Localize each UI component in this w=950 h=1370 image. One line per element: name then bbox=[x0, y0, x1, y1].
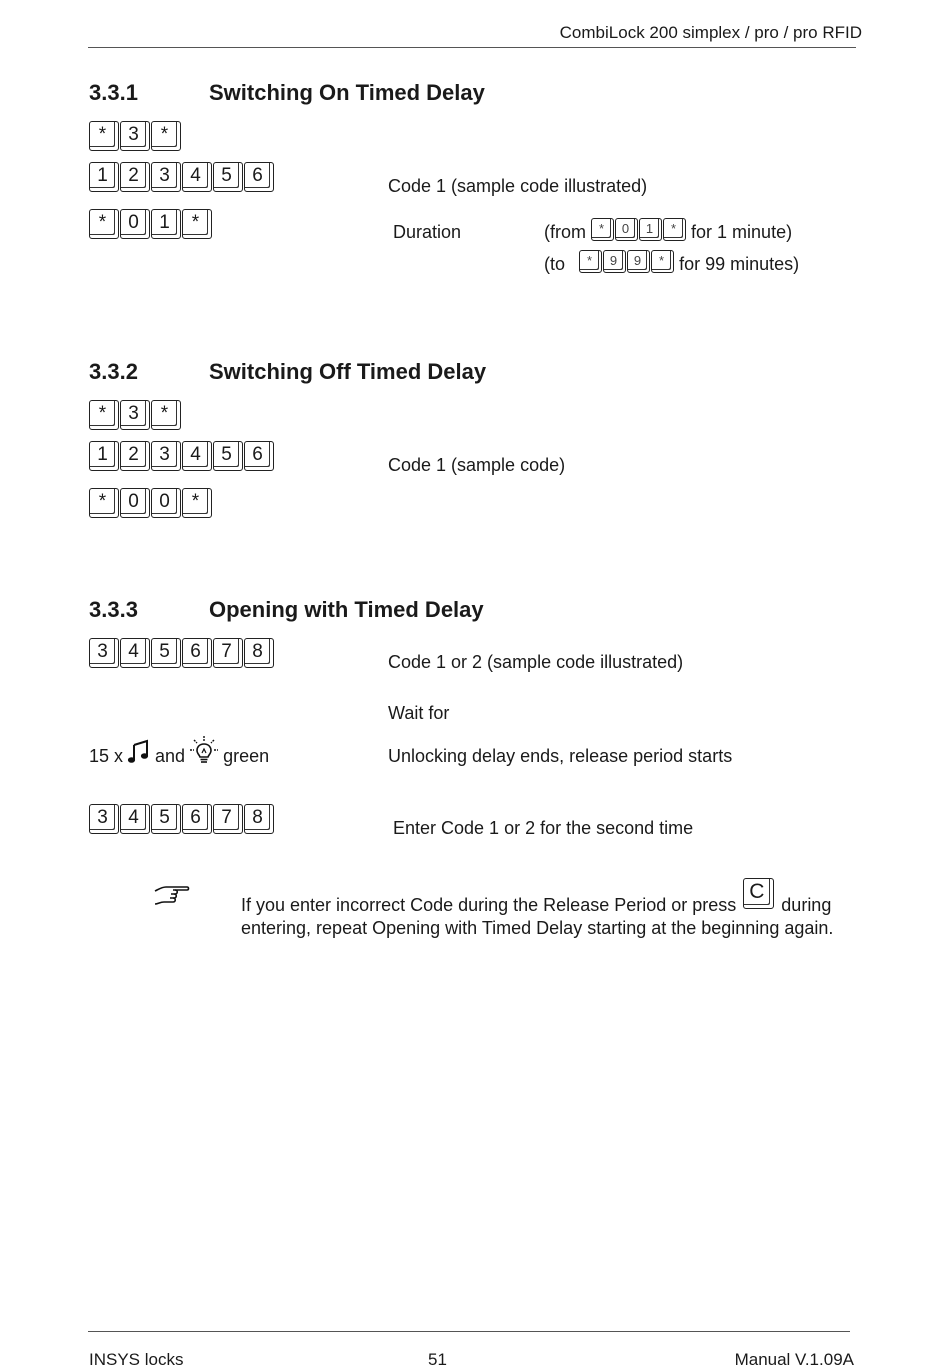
key-star bbox=[89, 488, 119, 518]
key-3 bbox=[120, 400, 150, 430]
key-label: 0 bbox=[159, 491, 170, 512]
key-label: 3 bbox=[97, 807, 108, 828]
duration-to-line bbox=[544, 250, 799, 275]
key-label: * bbox=[98, 403, 107, 424]
signal-color: green bbox=[223, 745, 270, 766]
key-8 bbox=[244, 638, 274, 668]
key-1 bbox=[639, 218, 662, 241]
key-sequence bbox=[89, 638, 274, 668]
key-0 bbox=[151, 488, 181, 518]
key-7 bbox=[213, 804, 243, 834]
key-sequence bbox=[89, 441, 274, 471]
key-label: 0 bbox=[621, 221, 630, 236]
hint-text-after: during bbox=[781, 895, 832, 915]
key-label: * bbox=[598, 221, 605, 236]
key-star bbox=[591, 218, 614, 241]
key-label: 1 bbox=[645, 221, 654, 236]
key-star bbox=[151, 121, 181, 151]
key-5 bbox=[213, 162, 243, 192]
key-label: * bbox=[98, 124, 107, 145]
key-1 bbox=[151, 209, 181, 239]
signal-and: and bbox=[155, 745, 186, 766]
section-title: Switching Off Timed Delay bbox=[209, 359, 487, 384]
key-sequence bbox=[89, 121, 181, 151]
hint-note bbox=[241, 878, 861, 940]
footer-right: Manual V.1.09A bbox=[734, 1350, 854, 1369]
key-sequence bbox=[89, 804, 274, 834]
key-star bbox=[89, 209, 119, 239]
signal-indicator bbox=[89, 736, 269, 772]
key-sequence-small bbox=[579, 250, 674, 273]
key-label: * bbox=[670, 221, 677, 236]
key-star bbox=[182, 209, 212, 239]
step-description: Code 1 (sample code illustrated) bbox=[388, 176, 648, 196]
key-label: 2 bbox=[128, 444, 139, 465]
key-label: 8 bbox=[252, 641, 263, 662]
step-description: Code 1 (sample code) bbox=[388, 455, 566, 475]
key-3 bbox=[89, 804, 119, 834]
key-label: * bbox=[659, 253, 665, 268]
key-label: * bbox=[160, 403, 169, 424]
key-label: 4 bbox=[128, 807, 139, 828]
section-number: 3.3.3 bbox=[89, 597, 138, 622]
key-star bbox=[89, 400, 119, 430]
key-label: 5 bbox=[221, 165, 232, 186]
key-star bbox=[663, 218, 686, 241]
footer-page-number: 51 bbox=[428, 1350, 447, 1369]
key-label: 6 bbox=[252, 165, 263, 186]
duration-from-suffix: for 1 minute) bbox=[691, 222, 793, 242]
section-title: Opening with Timed Delay bbox=[209, 597, 484, 622]
key-6 bbox=[244, 441, 274, 471]
key-label: 3 bbox=[128, 124, 139, 145]
footer-rule bbox=[88, 1331, 850, 1332]
key-4 bbox=[182, 162, 212, 192]
pointing-hand-icon bbox=[153, 883, 191, 914]
key-1 bbox=[89, 162, 119, 192]
key-sequence bbox=[89, 400, 181, 430]
hint-text-before: If you enter incorrect Code during the Release Period or press bbox=[241, 895, 737, 915]
key-label: 9 bbox=[633, 253, 642, 268]
key-4 bbox=[182, 441, 212, 471]
light-bulb-icon bbox=[189, 735, 219, 774]
key-c: C bbox=[743, 878, 774, 909]
key-star bbox=[579, 250, 602, 273]
key-2 bbox=[120, 441, 150, 471]
key-label: 3 bbox=[97, 641, 108, 662]
key-star bbox=[651, 250, 674, 273]
header-rule bbox=[88, 47, 856, 48]
key-label: 5 bbox=[159, 807, 170, 828]
step-description: Enter Code 1 or 2 for the second time bbox=[393, 818, 694, 838]
page-header-title: CombiLock 200 simplex / pro / pro RFID bbox=[559, 23, 862, 42]
duration-to-suffix: for 99 minutes) bbox=[679, 254, 800, 274]
duration-to-prefix: (to bbox=[544, 254, 566, 274]
key-label: 4 bbox=[190, 444, 201, 465]
key-3 bbox=[120, 121, 150, 151]
key-9 bbox=[627, 250, 650, 273]
key-label: 3 bbox=[159, 165, 170, 186]
key-star bbox=[182, 488, 212, 518]
key-0 bbox=[120, 209, 150, 239]
key-label: * bbox=[191, 212, 200, 233]
section-number: 3.3.1 bbox=[89, 80, 138, 105]
key-label: * bbox=[98, 212, 107, 233]
key-5 bbox=[151, 804, 181, 834]
key-sequence bbox=[89, 162, 274, 192]
key-label: * bbox=[191, 491, 200, 512]
key-label: 0 bbox=[128, 491, 139, 512]
duration-from-prefix: (from bbox=[544, 222, 586, 242]
key-label: 7 bbox=[221, 807, 232, 828]
key-label: * bbox=[98, 491, 107, 512]
key-label: 1 bbox=[97, 165, 108, 186]
key-label: 8 bbox=[252, 807, 263, 828]
section-number: 3.3.2 bbox=[89, 359, 138, 384]
key-6 bbox=[182, 638, 212, 668]
key-5 bbox=[213, 441, 243, 471]
key-label: 5 bbox=[159, 641, 170, 662]
key-label: 7 bbox=[221, 641, 232, 662]
key-star bbox=[151, 400, 181, 430]
key-6 bbox=[244, 162, 274, 192]
key-sequence bbox=[89, 209, 212, 239]
section-title: Switching On Timed Delay bbox=[209, 80, 485, 105]
key-7 bbox=[213, 638, 243, 668]
key-label: 2 bbox=[128, 165, 139, 186]
key-4 bbox=[120, 638, 150, 668]
signal-count: 15 x bbox=[89, 745, 124, 766]
duration-from-line bbox=[544, 218, 792, 243]
key-label: 6 bbox=[252, 444, 263, 465]
step-description: Duration bbox=[393, 222, 462, 242]
key-6 bbox=[182, 804, 212, 834]
key-star bbox=[89, 121, 119, 151]
footer-left: INSYS locks bbox=[89, 1350, 184, 1369]
step-description: Wait for bbox=[388, 703, 450, 723]
key-3 bbox=[89, 638, 119, 668]
key-label: 4 bbox=[128, 641, 139, 662]
key-3 bbox=[151, 441, 181, 471]
hint-line-1 bbox=[241, 878, 861, 917]
key-label: 1 bbox=[97, 444, 108, 465]
key-label: 6 bbox=[190, 807, 201, 828]
key-1 bbox=[89, 441, 119, 471]
key-label: * bbox=[160, 124, 169, 145]
step-description: Unlocking delay ends, release period starts bbox=[388, 746, 733, 766]
key-label: 5 bbox=[221, 444, 232, 465]
hint-line-2: entering, repeat Opening with Timed Delay starting at the beginning again. bbox=[241, 918, 834, 938]
key-0 bbox=[615, 218, 638, 241]
step-description: Code 1 or 2 (sample code illustrated) bbox=[388, 652, 684, 672]
key-sequence bbox=[89, 488, 212, 518]
key-label: 9 bbox=[609, 253, 618, 268]
key-label: * bbox=[587, 253, 593, 268]
key-label: 3 bbox=[159, 444, 170, 465]
key-2 bbox=[120, 162, 150, 192]
key-sequence-small bbox=[591, 218, 686, 241]
key-label: 6 bbox=[190, 641, 201, 662]
key-0 bbox=[120, 488, 150, 518]
key-9 bbox=[603, 250, 626, 273]
key-label: 3 bbox=[128, 403, 139, 424]
key-label: 4 bbox=[190, 165, 201, 186]
key-5 bbox=[151, 638, 181, 668]
key-4 bbox=[120, 804, 150, 834]
key-3 bbox=[151, 162, 181, 192]
music-note-icon bbox=[127, 739, 151, 770]
key-8 bbox=[244, 804, 274, 834]
key-label: 1 bbox=[159, 212, 170, 233]
key-label: 0 bbox=[128, 212, 139, 233]
